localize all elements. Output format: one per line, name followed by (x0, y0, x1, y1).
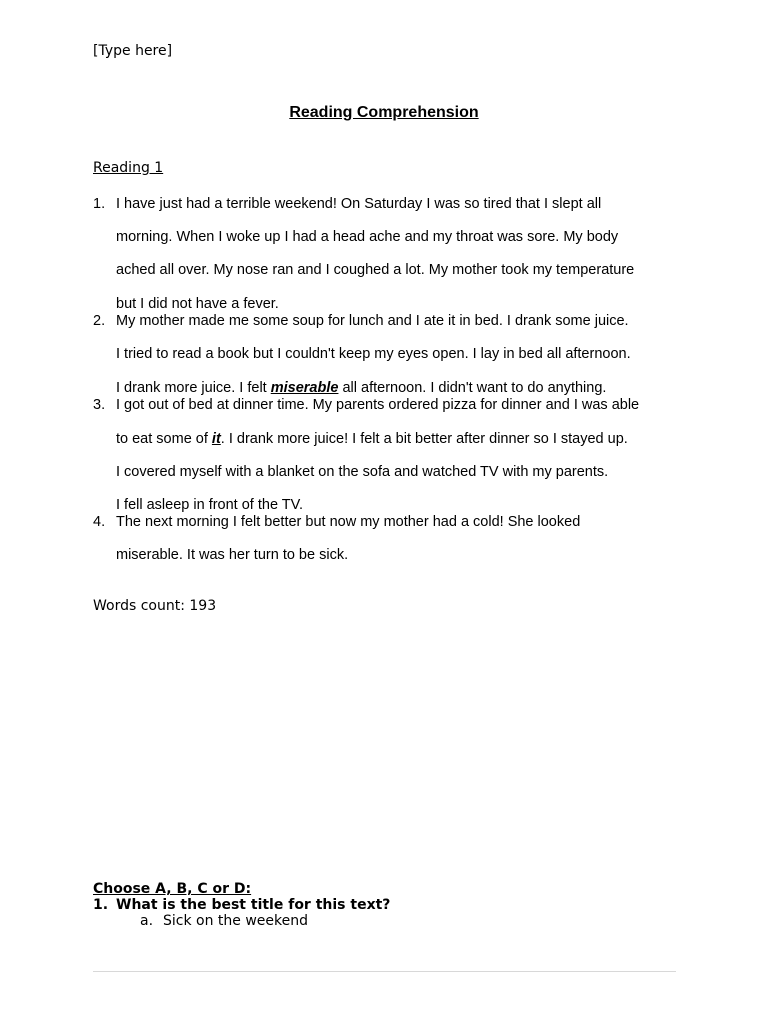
paragraph-line: The next morning I felt better but now my mother had a cold! She looked (116, 514, 581, 530)
paragraph-line (116, 431, 628, 447)
question-number: 1. (93, 897, 109, 913)
question-text: What is the best title for this text? (116, 897, 391, 913)
paragraph-line: I covered myself with a blanket on the sofa and watched TV with my parents. (116, 464, 609, 480)
page-divider (93, 971, 676, 972)
text-run: to eat some of (116, 431, 212, 447)
words-count: Words count: 193 (93, 598, 217, 614)
option-letter: a. (140, 913, 154, 929)
paragraph-line: morning. When I woke up I had a head ache and my throat was sore. My body (116, 229, 619, 245)
option-text: Sick on the weekend (163, 913, 309, 929)
quiz-instruction: Choose A, B, C or D: (93, 881, 252, 897)
paragraph-number: 3. (93, 397, 106, 413)
paragraph-line: I tried to read a book but I couldn't keep my eyes open. I lay in bed all afternoon. (116, 346, 631, 362)
paragraph-line: miserable. It was her turn to be sick. (116, 547, 349, 563)
reading-label: Reading 1 (93, 160, 164, 176)
paragraph-line: I got out of bed at dinner time. My parents ordered pizza for dinner and I was able (116, 397, 640, 413)
text-run: all afternoon. I didn't want to do anything. (338, 380, 607, 396)
page-title: Reading Comprehension (289, 104, 479, 121)
paragraph-number: 2. (93, 313, 106, 329)
paragraph-line: ached all over. My nose ran and I coughed a lot. My mother took my temperature (116, 262, 635, 278)
emphasized-word: it (211, 431, 221, 447)
emphasized-word: miserable (270, 380, 339, 396)
paragraph-number: 1. (93, 196, 106, 212)
paragraph-number: 4. (93, 514, 106, 530)
text-run: I drank more juice. I felt (116, 380, 271, 396)
paragraph-line: My mother made me some soup for lunch and I ate it in bed. I drank some juice. (116, 313, 629, 329)
header-placeholder: [Type here] (93, 43, 173, 59)
text-run: . I drank more juice! I felt a bit better after dinner so I stayed up. (220, 431, 628, 447)
paragraph-line (116, 380, 606, 396)
paragraph-line: I have just had a terrible weekend! On Saturday I was so tired that I slept all (116, 196, 602, 212)
paragraph-line: but I did not have a fever. (116, 296, 279, 312)
paragraph-line: I fell asleep in front of the TV. (116, 497, 304, 513)
